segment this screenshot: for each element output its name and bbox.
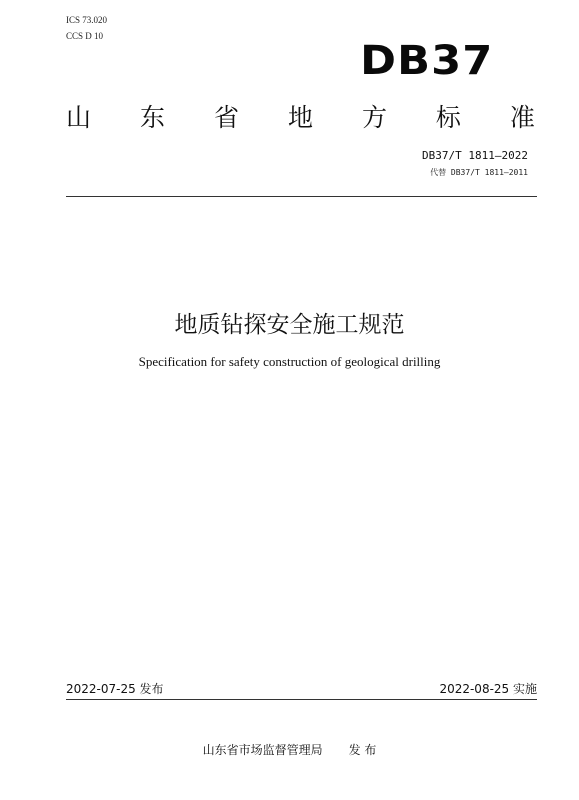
standard-type-char: 山 (66, 103, 92, 132)
standard-type-char: 方 (361, 103, 387, 132)
document-title-chinese: 地质钻探安全施工规范 (174, 312, 405, 338)
publisher-name: 山东省市场监督管理局 (202, 743, 323, 757)
ics-code: ICS 73.020 (66, 15, 108, 25)
replaces-standard: 代替 DB37/T 1811—2011 (430, 168, 528, 177)
standard-type-char: 标 (435, 103, 461, 132)
bottom-divider (66, 699, 537, 700)
standard-type-char: 省 (213, 103, 239, 132)
standard-type-char: 地 (287, 103, 313, 132)
implementation-date: 2022-08-25 实施 (439, 682, 537, 696)
top-divider (66, 196, 537, 197)
document-title-english: Specification for safety construction of geological drilling (138, 354, 441, 369)
ccs-code: CCS D 10 (66, 31, 104, 41)
publisher-line (0, 741, 579, 758)
standard-type-char: 准 (509, 103, 535, 132)
issue-date: 2022-07-25 发布 (66, 682, 164, 696)
standard-type-char: 东 (139, 103, 165, 132)
publish-action: 发 布 (348, 743, 377, 757)
standard-number: DB37/T 1811—2022 (422, 149, 528, 162)
db37-logo: DB37 (359, 38, 493, 84)
standard-type-heading (66, 98, 535, 134)
